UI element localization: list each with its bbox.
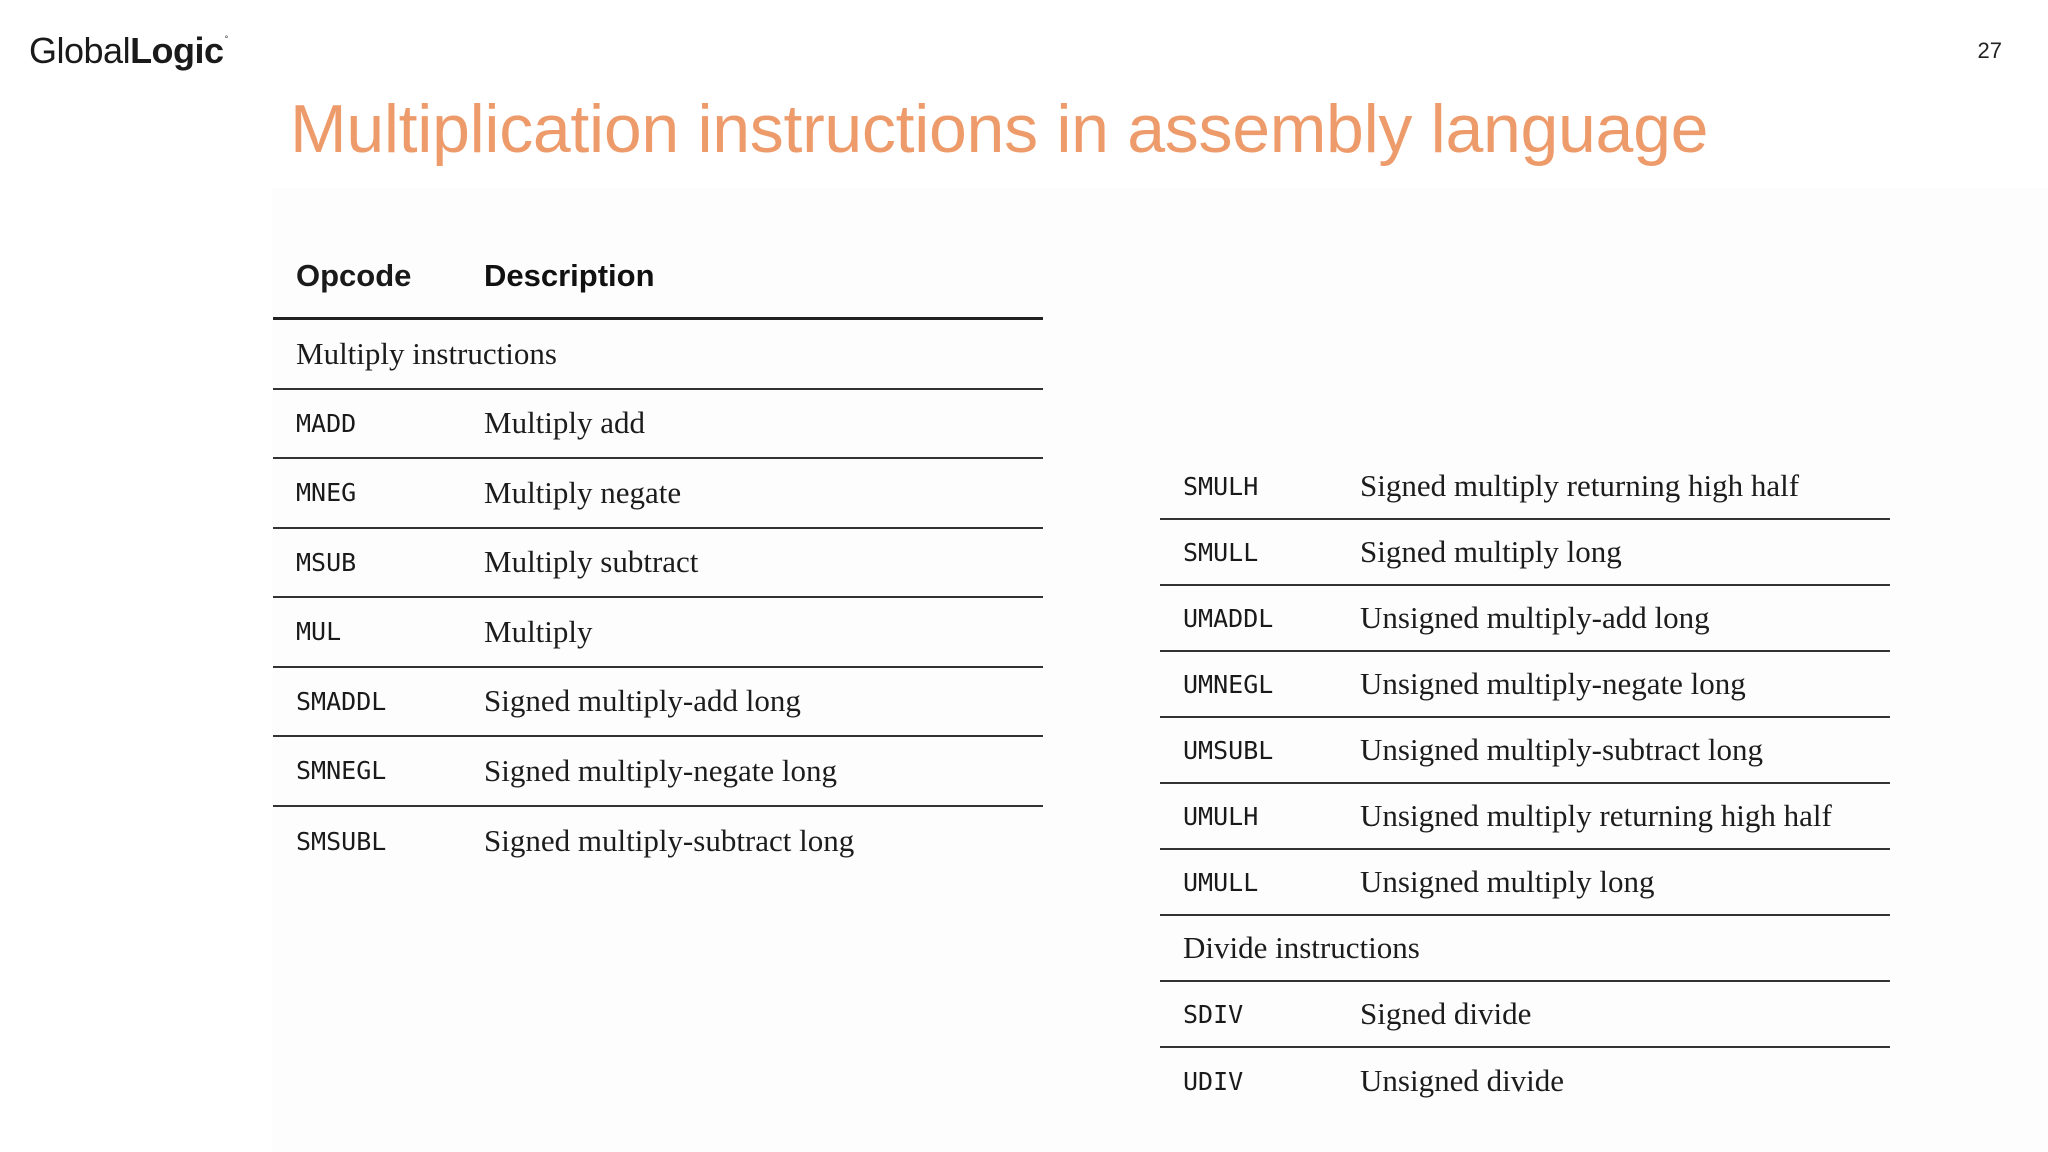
description-cell: Signed multiply-add long	[484, 683, 801, 719]
table-row	[273, 390, 1043, 460]
opcode-cell: UMADDL	[1183, 603, 1274, 633]
table-header-row	[273, 235, 1043, 320]
description-cell: Signed divide	[1360, 996, 1532, 1031]
opcode-cell: SMSUBL	[296, 826, 387, 856]
logo-text-light: Global	[29, 30, 131, 71]
description-cell: Multiply add	[484, 405, 646, 441]
description-cell: Signed multiply long	[1360, 534, 1622, 569]
table-row	[1160, 718, 1890, 784]
table-row	[273, 737, 1043, 807]
table-row	[273, 459, 1043, 529]
section-row-divide	[1160, 916, 1890, 982]
description-cell: Signed multiply-subtract long	[484, 823, 855, 859]
opcode-cell: UMULH	[1183, 801, 1259, 831]
opcode-cell: MNEG	[296, 478, 357, 508]
description-cell: Multiply subtract	[484, 544, 699, 580]
section-row-multiply	[273, 320, 1043, 390]
slide-title: Multiplication instructions in assembly language	[290, 91, 1709, 167]
opcode-cell: MADD	[296, 408, 357, 438]
opcode-cell: UMNEGL	[1183, 669, 1274, 699]
table-row	[1160, 454, 1890, 520]
page-number: 27	[1977, 38, 2002, 63]
opcode-cell: MSUB	[296, 547, 357, 577]
description-cell: Unsigned multiply-subtract long	[1360, 732, 1763, 767]
opcode-cell: SDIV	[1183, 999, 1244, 1029]
globallogic-logo	[29, 30, 227, 72]
opcode-cell: MUL	[296, 617, 342, 647]
opcode-cell: SMULH	[1183, 471, 1259, 501]
description-cell: Multiply negate	[484, 474, 682, 510]
description-column-header: Description	[484, 258, 655, 293]
description-cell: Unsigned multiply-negate long	[1360, 666, 1746, 701]
description-cell: Unsigned multiply-add long	[1360, 600, 1710, 635]
opcode-cell: UMULL	[1183, 867, 1259, 897]
description-cell: Signed multiply-negate long	[484, 752, 838, 788]
table-row	[273, 529, 1043, 599]
table-row	[1160, 982, 1890, 1048]
description-cell: Multiply	[484, 613, 593, 649]
section-label: Divide instructions	[1183, 930, 1420, 965]
opcode-cell: SMULL	[1183, 537, 1259, 567]
table-row	[273, 668, 1043, 738]
opcode-cell: UMSUBL	[1183, 735, 1274, 765]
table-row	[1160, 1048, 1890, 1114]
table-row	[273, 598, 1043, 668]
table-row	[1160, 586, 1890, 652]
table-row	[1160, 850, 1890, 916]
description-cell: Signed multiply returning high half	[1360, 468, 1800, 503]
logo-text-bold: Logic	[130, 30, 224, 71]
section-label: Multiply instructions	[296, 335, 557, 371]
description-cell: Unsigned multiply long	[1360, 864, 1655, 899]
opcode-cell: SMNEGL	[296, 756, 387, 786]
description-cell: Unsigned multiply returning high half	[1360, 798, 1832, 833]
opcode-cell: UDIV	[1183, 1066, 1244, 1096]
opcode-cell: SMADDL	[296, 686, 387, 716]
table-row	[1160, 652, 1890, 718]
logo-trademark-mark: °	[224, 34, 228, 44]
multiply-instructions-table	[273, 235, 1043, 876]
multiply-divide-instructions-table	[1160, 454, 1890, 1114]
table-row	[273, 807, 1043, 877]
opcode-column-header: Opcode	[296, 258, 412, 293]
description-cell: Unsigned divide	[1360, 1063, 1565, 1098]
table-row	[1160, 784, 1890, 850]
table-row	[1160, 520, 1890, 586]
